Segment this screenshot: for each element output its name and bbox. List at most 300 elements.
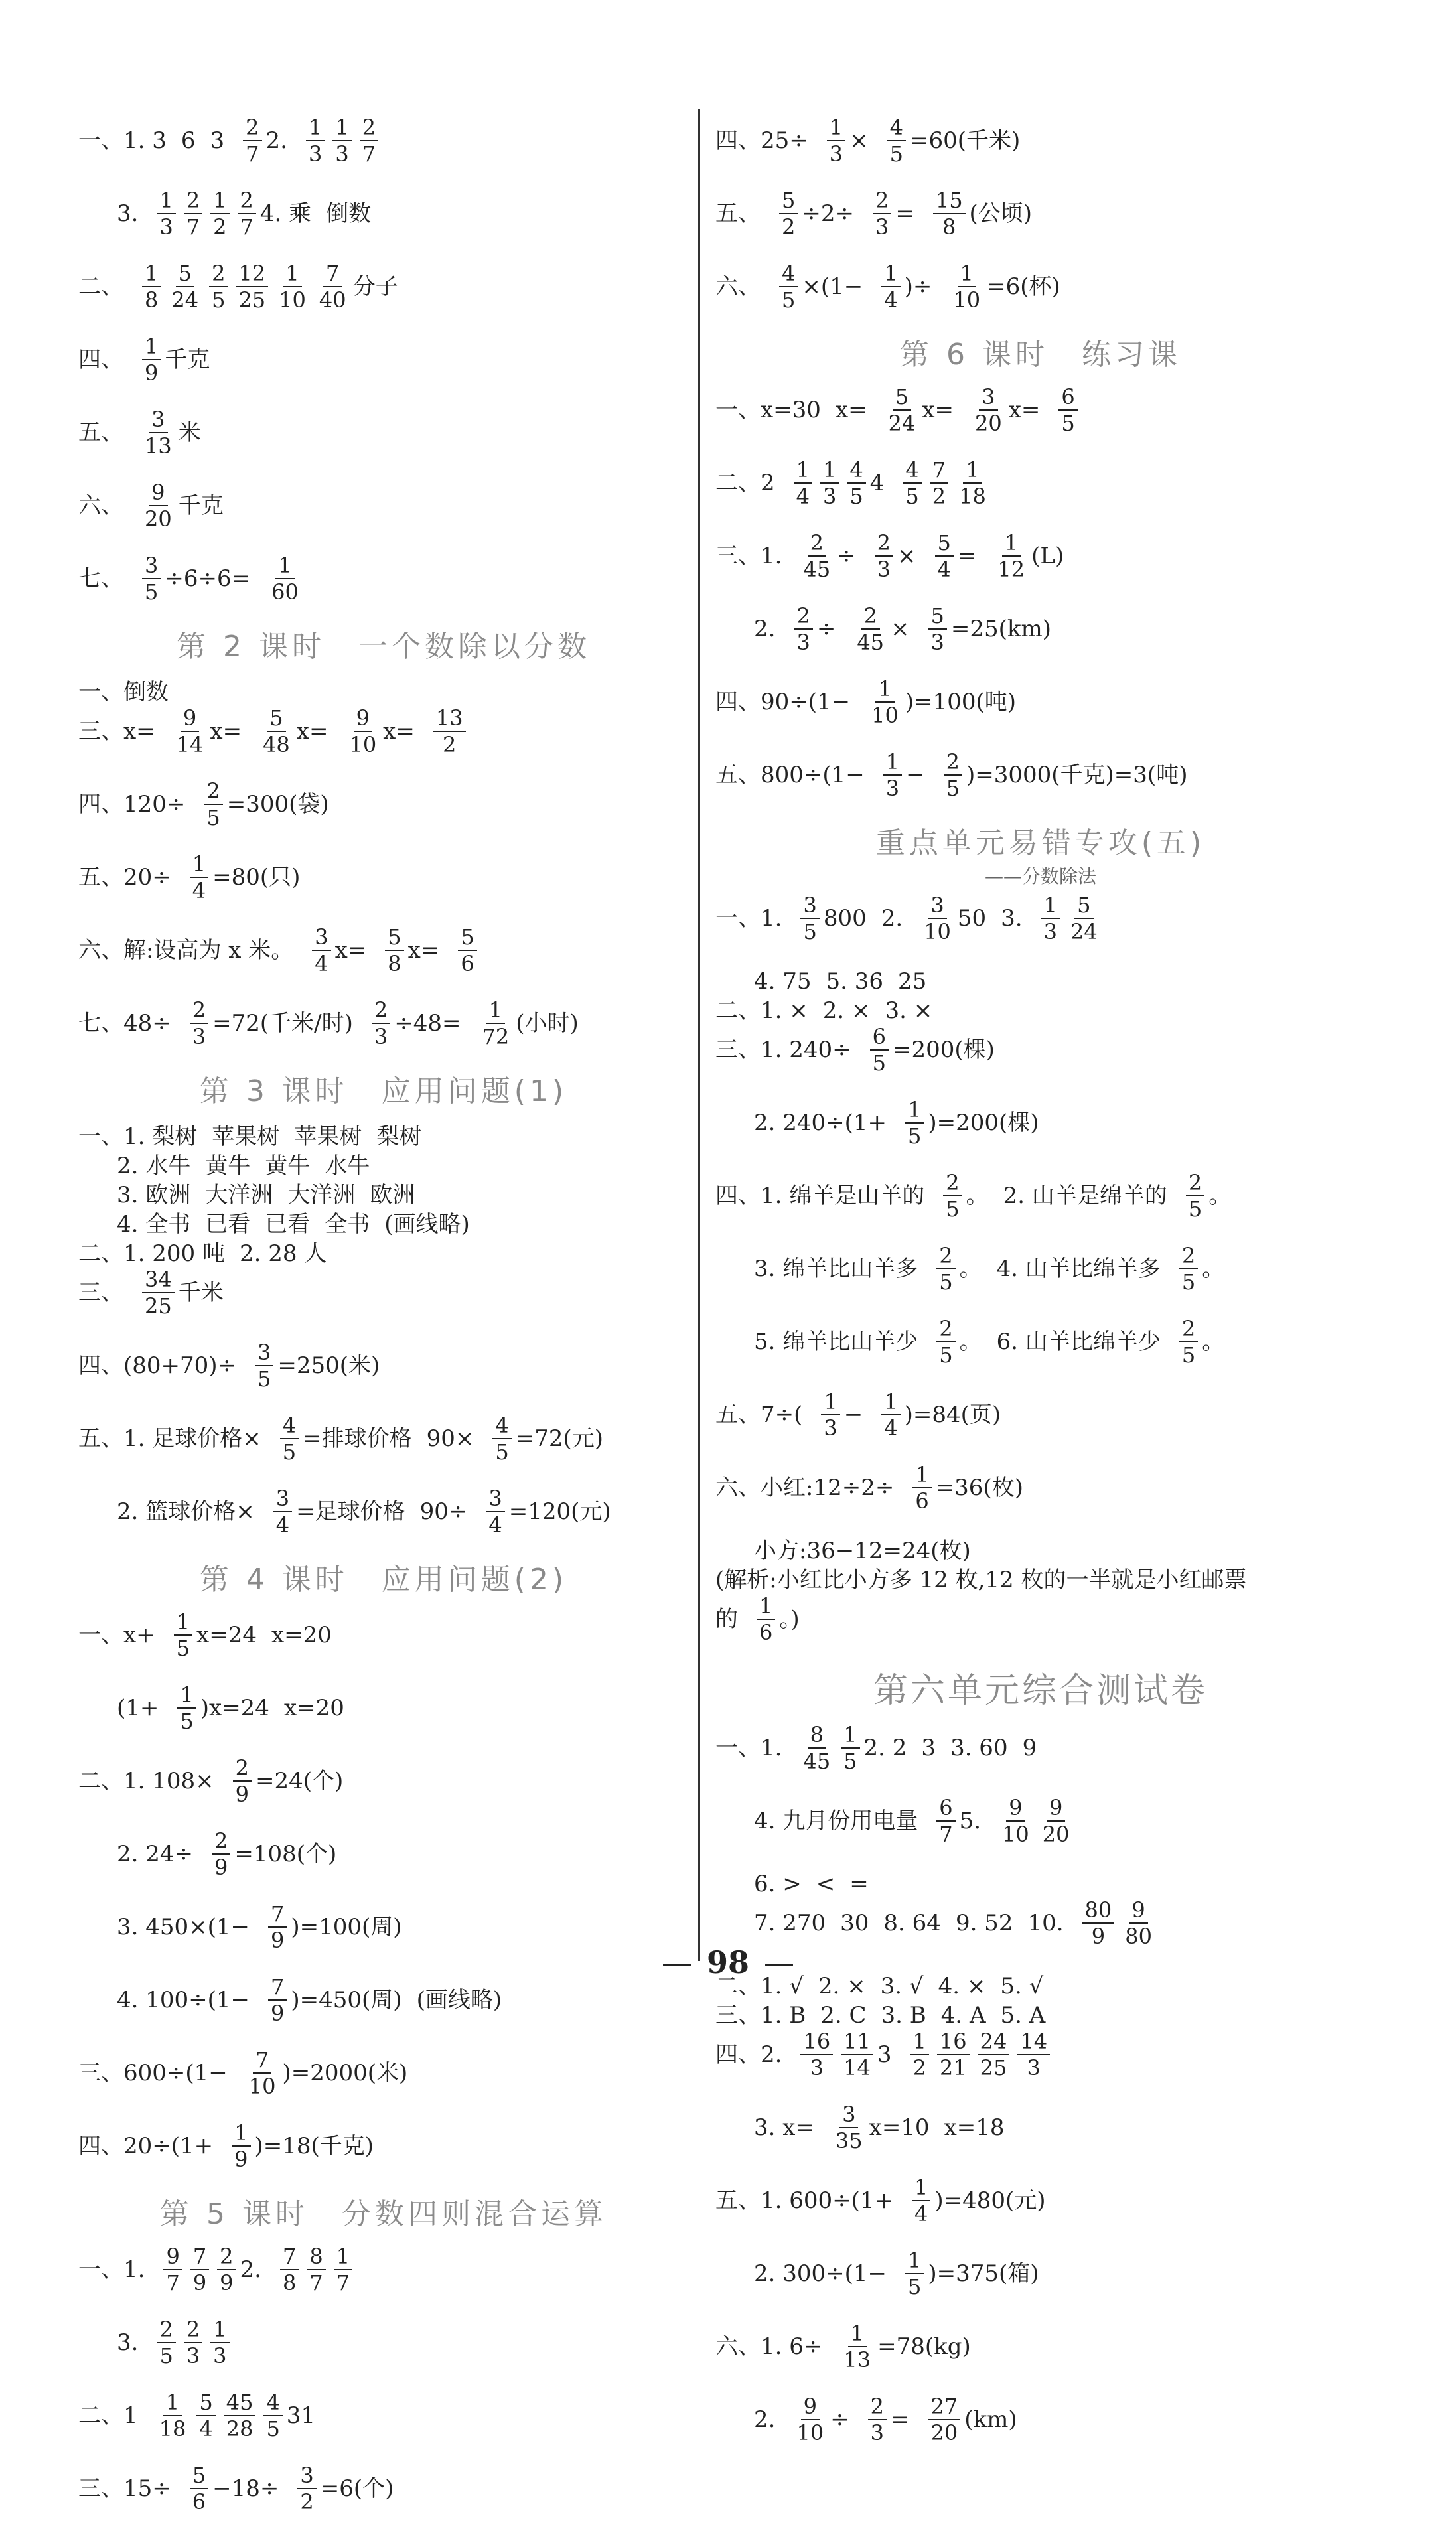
answer-text: 水牛: [325, 1153, 370, 1179]
fraction-denominator: 3: [823, 484, 837, 509]
fraction: [820, 459, 839, 508]
fraction-denominator: 3: [1043, 919, 1057, 944]
fraction-denominator: 10: [279, 287, 306, 313]
fraction: [936, 1796, 955, 1846]
fraction-denominator: 5: [946, 1196, 960, 1222]
fraction-denominator: 72: [482, 1024, 510, 1049]
answer-text: 。: [1202, 1329, 1225, 1355]
fraction-denominator: 4: [488, 1512, 502, 1538]
fraction-denominator: 10: [248, 2074, 276, 2099]
fraction-numerator: 2: [936, 1244, 955, 1269]
fraction-denominator: 6: [759, 1620, 773, 1645]
answer-text: 六、: [78, 492, 123, 519]
fraction-denominator: 4: [914, 2201, 928, 2226]
fraction-numerator: 5: [935, 532, 954, 557]
fraction-numerator: 2: [861, 605, 879, 630]
fraction-denominator: 2: [912, 2055, 926, 2080]
fraction-denominator: 60: [271, 579, 299, 605]
answer-line: [78, 999, 689, 1048]
answer-text: 3: [921, 1735, 936, 1761]
answer-line: [78, 2122, 689, 2171]
answer-line: [78, 1684, 689, 1733]
answer-line: [715, 2103, 1366, 2152]
answer-line: [78, 1239, 689, 1268]
answer-line: [715, 2395, 1366, 2444]
fraction-denominator: 10: [349, 732, 377, 757]
fraction-numerator: 2: [360, 116, 378, 141]
answer-text: 2. ×: [818, 1973, 866, 1999]
answer-text: 五、1. 足球价格×: [78, 1425, 261, 1452]
answer-text: 一、x=30: [715, 397, 821, 423]
fraction: [935, 532, 954, 581]
answer-line: [78, 1151, 689, 1181]
answer-text: =36(枚): [935, 1475, 1023, 1501]
section-heading: 第 4 课时 应用问题(2): [199, 1563, 568, 1597]
answer-line: [78, 262, 689, 311]
fraction-numerator: 3: [149, 408, 167, 433]
fraction: [944, 751, 962, 800]
fraction-numerator: 1: [821, 1390, 839, 1415]
fraction: [372, 999, 390, 1048]
answer-text: 4. 全书: [117, 1211, 191, 1238]
answer-text: 。): [779, 1606, 800, 1632]
answer-text: <: [816, 1871, 836, 1897]
fraction: [912, 2176, 930, 2225]
answer-line: [715, 1796, 1366, 1846]
answer-text: 已看: [205, 1211, 251, 1238]
answer-text: 10.: [1027, 1910, 1064, 1936]
answer-text: 90÷: [419, 1498, 468, 1525]
fraction-denominator: 5: [803, 919, 817, 944]
answer-line: [715, 1536, 1366, 1565]
answer-text: x=: [296, 718, 328, 745]
answer-line: [78, 554, 689, 603]
fraction-numerator: 5: [458, 926, 476, 951]
fraction: [800, 532, 833, 581]
fraction-numerator: 2: [936, 1317, 955, 1342]
fraction: [800, 894, 819, 943]
fraction: [847, 459, 865, 508]
fraction: [1082, 1899, 1115, 1948]
answer-text: 8. 64: [883, 1910, 941, 1936]
fraction-numerator: 4: [903, 459, 921, 484]
fraction-denominator: 2: [443, 732, 457, 757]
fraction: [881, 1390, 900, 1439]
fraction-numerator: 14: [1017, 2030, 1050, 2055]
answer-line: [715, 1595, 1366, 1644]
fraction-denominator: 45: [803, 557, 831, 582]
answer-text: )=84(页): [904, 1402, 1001, 1428]
fraction: [297, 2464, 316, 2513]
fraction-numerator: 34: [142, 1268, 175, 1293]
fraction: [854, 605, 887, 654]
answer-text: ÷: [830, 2406, 849, 2433]
answer-text: 梨树: [376, 1124, 422, 1150]
answer-text: 二、1. 200 吨: [78, 1240, 225, 1267]
answer-line: [78, 853, 689, 902]
answer-text: =300(袋): [226, 791, 329, 818]
answer-text: 6. 山羊比绵羊少: [996, 1329, 1161, 1355]
fraction: [870, 1025, 889, 1074]
answer-text: ÷: [837, 543, 856, 569]
fraction-denominator: 3: [159, 214, 173, 240]
fraction: [794, 459, 812, 508]
answer-text: 一、x+: [78, 1622, 155, 1648]
answer-text: 3. √: [880, 1973, 924, 1999]
fraction-numerator: 1: [905, 2249, 924, 2274]
answer-text: 7. 270: [754, 1910, 826, 1936]
answer-text: 四、: [78, 346, 123, 373]
fraction-denominator: 6: [915, 1488, 929, 1514]
answer-text: =250(米): [277, 1352, 380, 1379]
fraction: [841, 2322, 873, 2371]
fraction: [458, 926, 476, 975]
fraction-denominator: 5: [176, 1636, 190, 1661]
answer-text: 。: [1202, 1256, 1225, 1282]
answer-text: (L): [1031, 543, 1064, 569]
fraction: [243, 116, 261, 165]
fraction-denominator: 5: [849, 484, 863, 509]
fraction-numerator: 13: [433, 707, 466, 732]
answer-text: x=: [383, 718, 415, 745]
answer-text: 2. 2: [863, 1735, 907, 1761]
answer-line: [715, 894, 1366, 943]
fraction-denominator: 28: [226, 2416, 254, 2441]
fraction: [841, 2030, 873, 2079]
fraction: [317, 262, 349, 311]
fraction: [881, 262, 900, 311]
fraction: [1058, 386, 1077, 435]
fraction: [433, 707, 466, 756]
answer-text: 已看: [265, 1211, 311, 1238]
fraction-denominator: 18: [959, 484, 986, 509]
fraction-numerator: 1: [875, 678, 894, 703]
fraction: [174, 1611, 192, 1660]
fraction-numerator: 1: [912, 1463, 931, 1488]
fraction-denominator: 12: [997, 557, 1025, 582]
fraction-numerator: 3: [255, 1341, 273, 1366]
fraction-denominator: 45: [803, 1749, 831, 1774]
fraction: [833, 2103, 865, 2152]
answer-text: 。: [959, 1329, 982, 1355]
answer-text: 3.: [117, 2329, 139, 2356]
answer-text: x=: [835, 397, 867, 423]
fraction: [905, 2249, 924, 2298]
answer-line: [78, 1414, 689, 1463]
fraction: [910, 2030, 929, 2079]
fraction-denominator: 9: [234, 2147, 248, 2172]
fraction-numerator: 1: [334, 2245, 352, 2270]
answer-text: 大洋洲: [287, 1182, 356, 1208]
fraction-numerator: 7: [323, 262, 342, 287]
answer-text: 4. ×: [938, 1973, 986, 1999]
fraction-numerator: 1: [881, 262, 900, 287]
fraction-denominator: 25: [145, 1293, 172, 1319]
fraction-numerator: 1: [306, 116, 325, 141]
fraction-numerator: 1: [142, 262, 161, 287]
fraction-numerator: 5: [1074, 894, 1093, 919]
fraction-denominator: 5: [939, 1342, 953, 1368]
answer-text: 七、: [78, 565, 123, 592]
answer-line: [78, 189, 689, 238]
fraction-numerator: 1: [332, 116, 351, 141]
answer-text: 三、: [78, 1279, 123, 1306]
fraction-numerator: 9: [1047, 1796, 1065, 1822]
fraction-denominator: 7: [186, 214, 200, 240]
fraction-numerator: 27: [928, 2395, 961, 2420]
fraction-denominator: 7: [362, 141, 376, 167]
answer-text: 4. A: [940, 2002, 986, 2029]
fraction: [779, 262, 798, 311]
answer-text: 3. ×: [885, 997, 933, 1024]
fraction-numerator: 11: [841, 2030, 873, 2055]
fraction-numerator: 5: [779, 189, 798, 214]
fraction-numerator: 8: [307, 2245, 325, 2270]
answer-text: 4. 九月份用电量: [754, 1808, 918, 1834]
fraction-denominator: 25: [238, 287, 266, 313]
fraction-numerator: 2: [808, 532, 826, 557]
fraction-denominator: 4: [937, 557, 951, 582]
answer-text: 3.: [1001, 905, 1023, 932]
fraction-numerator: 5: [893, 386, 911, 411]
fraction-numerator: 16: [937, 2030, 970, 2055]
fraction: [184, 189, 202, 238]
fraction-denominator: 10: [796, 2420, 824, 2445]
fraction-numerator: 24: [978, 2030, 1010, 2055]
fraction-denominator: 20: [145, 506, 172, 532]
fraction-denominator: 9: [271, 2001, 285, 2026]
fraction: [928, 605, 947, 654]
fraction-numerator: 1: [177, 1684, 196, 1709]
answer-text: ÷: [816, 616, 836, 642]
fraction-numerator: 9: [354, 707, 372, 732]
fraction-denominator: 20: [1042, 1822, 1070, 1847]
fraction-numerator: 1: [486, 999, 505, 1024]
fraction-numerator: 1: [142, 335, 161, 360]
fraction-denominator: 25: [980, 2055, 1007, 2080]
answer-text: 4. 乘: [259, 200, 312, 227]
answer-text: 2.: [754, 2406, 776, 2433]
answer-text: (解析:小红比小方多 12 枚,12 枚的一半就是小红邮票: [715, 1567, 1247, 1593]
fraction-denominator: 2: [782, 214, 796, 240]
answer-text: 50: [957, 905, 987, 932]
answer-text: ×: [849, 127, 869, 154]
fraction: [950, 262, 983, 311]
answer-text: 二、1. 108×: [78, 1768, 214, 1794]
fraction: [157, 2318, 175, 2367]
answer-text: =78(kg): [877, 2333, 971, 2360]
fraction: [978, 2030, 1010, 2079]
fraction-numerator: 45: [224, 2391, 256, 2416]
fraction-denominator: 3: [1027, 2055, 1041, 2080]
answer-text: 2.: [240, 2256, 261, 2283]
answer-text: =足球价格: [296, 1498, 405, 1525]
fraction: [928, 2395, 961, 2444]
answer-text: =6(杯): [987, 273, 1060, 300]
answer-text: 5. √: [1000, 1973, 1044, 1999]
fraction: [794, 605, 812, 654]
footer-dash-left: —: [661, 1944, 692, 1980]
answer-text: =: [895, 200, 914, 227]
left-column: [78, 116, 689, 2537]
fraction: [1017, 2030, 1050, 2079]
answer-line: [78, 481, 689, 530]
answer-text: =200(棵): [893, 1037, 995, 1063]
fraction-numerator: 7: [190, 2245, 209, 2270]
fraction-numerator: 3: [312, 926, 330, 951]
answer-line: [715, 2001, 1366, 2030]
answer-text: 的: [715, 1606, 738, 1632]
fraction: [800, 1723, 833, 1773]
fraction: [307, 2245, 325, 2294]
fraction-denominator: 4: [199, 2416, 213, 2441]
answer-text: =: [957, 543, 977, 569]
answer-text: 三、1. B: [715, 2002, 806, 2029]
fraction-numerator: 5: [196, 2391, 215, 2416]
section-subheading: ——分数除法: [984, 865, 1096, 887]
answer-text: 2. 水牛: [117, 1153, 191, 1179]
answer-text: −: [906, 762, 925, 788]
answer-text: 苹果树: [294, 1124, 362, 1150]
answer-text: 四、20÷(1+: [78, 2133, 214, 2159]
answer-line: [78, 2245, 689, 2294]
fraction-numerator: 1: [163, 2391, 182, 2416]
answer-text: 3. 450×(1−: [117, 1914, 250, 1940]
answer-text: 米: [178, 419, 201, 446]
answer-text: 5. 绵羊比山羊少: [754, 1329, 918, 1355]
answer-line: [715, 678, 1366, 727]
fraction-denominator: 2: [213, 214, 227, 240]
fraction-denominator: 3: [186, 2343, 200, 2368]
fraction-denominator: 3: [796, 630, 810, 655]
fraction-denominator: 48: [263, 732, 290, 757]
fraction: [238, 189, 256, 238]
answer-line: [78, 1757, 689, 1806]
answer-line: [715, 1390, 1366, 1439]
fraction-denominator: 4: [315, 951, 328, 976]
fraction: [794, 2395, 826, 2444]
fraction-denominator: 24: [888, 411, 916, 436]
fraction-numerator: 1: [1041, 894, 1060, 919]
answer-text: 4: [869, 470, 885, 496]
fraction-numerator: 2: [1179, 1317, 1198, 1342]
answer-text: 五、20÷: [78, 864, 171, 891]
answer-text: 31: [286, 2402, 316, 2429]
answer-line: [78, 1122, 689, 1151]
answer-text: )÷: [904, 273, 932, 300]
answer-text: 2.: [754, 616, 776, 642]
answer-text: =120(元): [508, 1498, 611, 1525]
answer-text: 苹果树: [212, 1124, 280, 1150]
answer-text: ×: [897, 543, 916, 569]
fraction: [157, 2391, 189, 2440]
answer-text: 二、: [78, 273, 123, 300]
answer-text: 四、90÷(1−: [715, 689, 851, 715]
fraction-numerator: 4: [847, 459, 865, 484]
fraction-denominator: 7: [166, 2270, 180, 2295]
answer-text: 2. 28 人: [239, 1240, 327, 1267]
fraction-denominator: 7: [939, 1822, 953, 1847]
fraction-numerator: 2: [875, 532, 893, 557]
fraction: [334, 2245, 352, 2294]
fraction-denominator: 8: [388, 951, 401, 976]
answer-text: 黄牛: [265, 1153, 311, 1179]
answer-text: 2.: [881, 905, 903, 932]
fraction-numerator: 2: [209, 262, 228, 287]
fraction-numerator: 1: [210, 189, 229, 214]
section-heading: 第 3 课时 应用问题(1): [199, 1074, 568, 1108]
answer-text: 四、(80+70)÷: [78, 1352, 237, 1379]
answer-text: 一、1.: [715, 1735, 782, 1761]
answer-text: 6: [181, 127, 196, 154]
fraction-denominator: 80: [1125, 1924, 1152, 1949]
answer-text: 一、倒数: [78, 679, 169, 705]
answer-text: x=20: [283, 1695, 344, 1721]
answer-text: 3. 绵羊比山羊多: [754, 1256, 918, 1282]
fraction-denominator: 5: [1188, 1196, 1202, 1222]
fraction: [260, 707, 293, 756]
fraction-denominator: 9: [271, 1928, 285, 1953]
fraction: [385, 926, 403, 975]
answer-line: [715, 1899, 1366, 1948]
fraction-numerator: 7: [253, 2049, 271, 2074]
answer-text: ×: [891, 616, 910, 642]
fraction-denominator: 5: [1061, 411, 1075, 436]
answer-text: (km): [964, 2406, 1017, 2433]
answer-text: 。: [959, 1256, 982, 1282]
fraction-numerator: 4: [779, 262, 798, 287]
fraction: [827, 116, 845, 165]
fraction-denominator: 5: [257, 1366, 271, 1392]
fraction-denominator: 3: [192, 1024, 206, 1049]
answer-text: =排球价格: [303, 1425, 412, 1452]
fraction-numerator: 1: [275, 554, 294, 579]
answer-text: 一、1.: [715, 905, 782, 932]
answer-text: 3: [877, 2041, 892, 2068]
fraction: [268, 1976, 287, 2025]
answer-line: [715, 1463, 1366, 1512]
fraction-denominator: 21: [939, 2055, 967, 2080]
fraction-numerator: 7: [280, 2245, 299, 2270]
fraction-numerator: 2: [184, 189, 202, 214]
fraction-denominator: 9: [145, 360, 159, 386]
answer-text: 四、2.: [715, 2041, 782, 2068]
answer-line: [715, 2030, 1366, 2079]
answer-text: 倒数: [326, 200, 372, 227]
fraction: [255, 1341, 273, 1390]
fraction: [479, 999, 512, 1048]
fraction-denominator: 5: [145, 579, 159, 605]
fraction-numerator: 1: [841, 1723, 859, 1749]
fraction-numerator: 2: [243, 116, 261, 141]
fraction-numerator: 1: [157, 189, 175, 214]
fraction: [921, 894, 954, 943]
fraction-denominator: 5: [872, 1051, 886, 1076]
fraction-numerator: 3: [297, 2464, 316, 2489]
answer-text: 三、1. 240÷: [715, 1037, 851, 1063]
fraction: [210, 189, 229, 238]
answer-text: 2. 山羊是绵羊的: [1003, 1183, 1167, 1209]
fraction-numerator: 9: [1006, 1796, 1025, 1822]
fraction-denominator: 5: [206, 805, 220, 830]
answer-text: 千米: [178, 1279, 224, 1306]
answer-text: =80(只): [212, 864, 301, 891]
fraction-numerator: 1: [912, 2176, 930, 2201]
answer-text: )=2000(米): [282, 2060, 408, 2086]
answer-text: x=20: [271, 1622, 332, 1648]
fraction-numerator: 2: [190, 999, 208, 1024]
answer-text: =24(个): [255, 1768, 344, 1794]
